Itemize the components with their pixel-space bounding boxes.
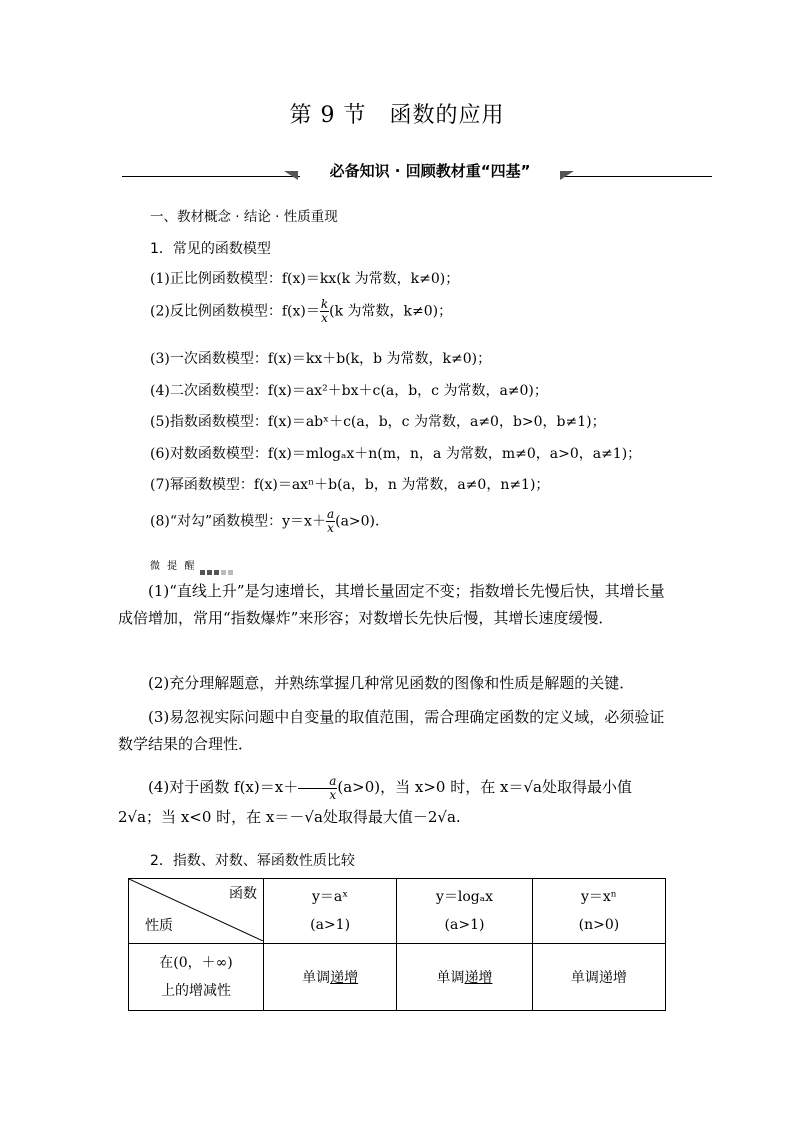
row-label-line: 上的增减性: [161, 983, 231, 999]
square-icon: [200, 570, 205, 575]
column-header: [264, 879, 397, 944]
subheading-models: 1．常见的函数模型: [150, 241, 271, 257]
comparison-table: [128, 878, 666, 1011]
model-2-suffix: (k 为常数，k≠0)；: [329, 303, 453, 320]
model-7: (7)幂函数模型：f(x)＝axⁿ＋b(a，b，n 为常数，a≠0，n≠1)；: [150, 477, 550, 493]
tip-4-suffix: (a>0)，当 x>0 时，在 x＝√a处取得最小值 2√a；当 x<0 时，在 x＝－√a处取得最大值－2√a.: [118, 778, 632, 826]
section-heading: 一、教材概念 · 结论 · 性质重现: [150, 209, 338, 225]
table-corner-cell: [129, 879, 264, 944]
column-condition: (a>1): [444, 917, 485, 933]
model-1: (1)正比例函数模型：f(x)＝kx(k 为常数，k≠0)；: [150, 271, 460, 287]
tip-3: (3)易忽视实际问题中自变量的取值范围，需合理确定函数的定义域，必须验证数学结果的合理性．: [118, 708, 665, 753]
column-function: y＝aˣ: [311, 889, 349, 905]
model-8-fraction: [326, 508, 335, 535]
table-row: [129, 944, 666, 1011]
cell-plain: 递增: [598, 970, 627, 986]
banner-left-triangle-icon: [284, 171, 298, 180]
column-header: [532, 879, 665, 944]
fraction-numerator: a: [298, 775, 337, 789]
column-condition: (n>0): [578, 917, 620, 933]
cell-underlined: 递增: [330, 970, 359, 986]
row-label-line: 在(0，＋∞): [159, 955, 233, 971]
cell-underlined: 递增: [464, 970, 493, 986]
column-function: y＝logₐx: [435, 889, 494, 905]
tip-4-fraction: [298, 775, 337, 802]
row-label-cell: [129, 944, 264, 1011]
fraction-denominator: x: [329, 787, 337, 802]
table-cell: [532, 944, 665, 1011]
column-function: y＝xⁿ: [580, 889, 617, 905]
square-icon: [221, 570, 226, 575]
column-header: [397, 879, 533, 944]
tip-2: (2)充分理解题意，并熟练掌握几种常见函数的图像和性质是解题的关键．: [148, 674, 635, 692]
model-2: [150, 298, 452, 325]
model-2-fraction: [320, 298, 329, 325]
table-cell: [397, 944, 533, 1011]
corner-bottom-label: 性质: [145, 918, 173, 934]
model-5: (5)指数函数模型：f(x)＝abˣ＋c(a，b，c 为常数，a≠0，b>0，b≠1)；: [150, 414, 606, 430]
fraction-numerator: k: [320, 297, 329, 311]
fraction-denominator: x: [327, 521, 334, 535]
page-title: 第 9 节 函数的应用: [289, 103, 505, 128]
cell-prefix: 单调: [436, 970, 465, 986]
tip-1: (1)“直线上升”是匀速增长，其增长量固定不变；指数增长先慢后快，其增长量成倍增加，常用“指数爆炸”来形容；对数增长先快后慢，其增长速度缓慢．: [118, 582, 665, 627]
cell-prefix: 单调: [302, 970, 331, 986]
square-icon: [214, 570, 219, 575]
model-8: [150, 508, 389, 535]
model-6: (6)对数函数模型：f(x)＝mlogₐx＋n(m，n，a 为常数，m≠0，a>0，a≠1)；: [150, 446, 642, 462]
tip-4: [118, 772, 678, 832]
cell-prefix: 单调: [570, 970, 599, 986]
fraction-numerator: a: [326, 507, 335, 521]
table-header-row: [129, 879, 666, 944]
square-icon: [228, 570, 233, 575]
model-8-suffix: (a>0)．: [335, 513, 390, 530]
model-4: (4)二次函数模型：f(x)＝ax²＋bx＋c(a，b，c 为常数，a≠0)；: [150, 383, 548, 399]
corner-top-label: 函数: [229, 886, 257, 902]
tip-squares-icon: [200, 561, 235, 579]
fraction-denominator: x: [321, 311, 328, 325]
table-cell: [264, 944, 397, 1011]
tip-label: 微 提 醒: [150, 561, 197, 572]
model-3: (3)一次函数模型：f(x)＝kx＋b(k，b 为常数，k≠0)；: [150, 351, 492, 367]
model-2-prefix: (2)反比例函数模型：f(x)＝: [150, 303, 320, 320]
banner-label: 必备知识 · 回顾教材重“四基”: [300, 160, 560, 182]
tip-4-prefix: (4)对于函数 f(x)＝x＋: [148, 778, 299, 796]
banner-right-triangle-icon: [560, 171, 574, 180]
subheading-comparison: 2．指数、对数、幂函数性质比较: [150, 853, 355, 869]
square-icon: [207, 570, 212, 575]
model-8-prefix: (8)“对勾”函数模型：y＝x＋: [150, 513, 326, 530]
column-condition: (a>1): [310, 917, 351, 933]
